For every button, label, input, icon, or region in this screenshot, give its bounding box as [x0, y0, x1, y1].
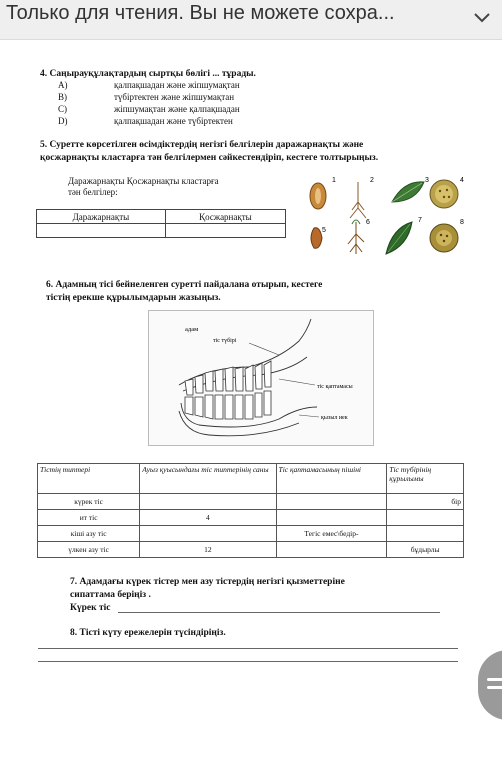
- img-number-3: 3: [425, 177, 429, 184]
- q8-answer-line-2[interactable]: [38, 661, 458, 662]
- teeth-figure: [148, 310, 374, 446]
- lower-teeth: [185, 391, 271, 419]
- q5-cell-dicot[interactable]: [165, 224, 285, 238]
- q6-row2-type: ит тіс: [38, 510, 140, 526]
- q6-question-line2: тістің ерекше құрылымдарын жазыңыз.: [46, 293, 221, 303]
- q4-option-c-text: жіпшумақтан және қалпақшадан: [114, 104, 240, 114]
- q6-row1-root[interactable]: бір: [387, 494, 464, 510]
- q7-answer-line[interactable]: [118, 612, 440, 613]
- img-number-5: 5: [322, 227, 326, 234]
- q5-header-dicot: Қосжарнақты: [165, 210, 285, 224]
- q6-header-crown: Тіс қаптамасының пішіні: [276, 464, 387, 494]
- q6-row4-root[interactable]: бұдырлы: [387, 542, 464, 558]
- q5-table: [36, 209, 286, 238]
- q4-option-a-letter: A): [58, 80, 68, 90]
- q8-answer-line-1[interactable]: [38, 648, 458, 649]
- menu-icon-bar: [487, 686, 502, 689]
- flower-icon: [430, 180, 458, 208]
- label-gum: тіс қаптамасы: [317, 384, 353, 390]
- q6-row1-crown[interactable]: [276, 494, 387, 510]
- q5-prompt-line2: тән белгілер:: [68, 187, 118, 197]
- q4-option-d-text: қалпақшадан және түбіртектен: [114, 116, 233, 126]
- q6-row1-count[interactable]: [140, 494, 276, 510]
- leaf-icon-2: [386, 222, 412, 254]
- seed-icon-2: [311, 228, 322, 249]
- img-number-2: 2: [370, 177, 374, 184]
- chevron-down-icon[interactable]: [470, 6, 494, 30]
- taproot-icon: [348, 220, 364, 254]
- seedling-icon: [350, 182, 366, 218]
- q4-option-d-letter: D): [58, 116, 68, 126]
- q6-header-root: Тіс түбірінің құрылымы: [387, 464, 464, 494]
- q6-row2-crown[interactable]: [276, 510, 387, 526]
- q6-row4-count[interactable]: 12: [140, 542, 276, 558]
- q4-option-b-letter: B): [58, 92, 67, 102]
- q6-row4-crown[interactable]: [276, 542, 387, 558]
- q6-header-count: Ауыз қуысындағы тіс типтерінің саны: [140, 464, 276, 494]
- label-root: тіс түбірі: [213, 338, 237, 344]
- q4-option-c-letter: C): [58, 104, 67, 114]
- label-human: адам: [185, 326, 199, 333]
- q7-label-incisor: Күрек тіс: [70, 603, 111, 613]
- q6-row4-type: үлкен азу тіс: [38, 542, 140, 558]
- q6-row3-crown[interactable]: Тегіс емес\бедір-: [276, 526, 387, 542]
- img-number-4: 4: [460, 177, 464, 184]
- menu-icon: [487, 678, 502, 681]
- q6-row3-count[interactable]: [140, 526, 276, 542]
- q4-option-b-text: түбіртектен және жіпшумақтан: [114, 92, 235, 102]
- plants-illustration: [296, 172, 472, 258]
- q5-question-line2: қосжарнақты кластарға тән белгілермен сәйкестендіріп, кестеге толтырыңыз.: [40, 153, 379, 163]
- q4-option-a-text: қалпақшадан және жіпшумақтан: [114, 80, 240, 90]
- q8-question: 8. Тісті күту ережелерін түсіндіріңіз.: [70, 628, 226, 638]
- q6-header-type: Тістің типтері: [38, 464, 140, 494]
- jaw-illustration: [149, 311, 373, 445]
- q4-question: 4. Саңырауқұлақтардың сыртқы бөлігі ... тұрады.: [40, 69, 256, 79]
- flower-icon-2: [430, 224, 458, 252]
- q5-question-line1: 5. Суретте көрсетілген өсімдіктердің негізгі белгілерін даражарнақты және: [40, 140, 364, 150]
- q6-table: [37, 463, 464, 558]
- q6-row2-count[interactable]: 4: [140, 510, 276, 526]
- q5-header-monocot: Даражарнақты: [37, 210, 166, 224]
- q6-row3-root[interactable]: [387, 526, 464, 542]
- q6-row3-type: кіші азу тіс: [38, 526, 140, 542]
- q6-row1-type: күрек тіс: [38, 494, 140, 510]
- q6-row2-root[interactable]: [387, 510, 464, 526]
- q6-question-line1: 6. Адамның тісі бейнеленген суретті пайдалана отырып, кестеге: [46, 280, 323, 290]
- q5-cell-monocot[interactable]: [37, 224, 166, 238]
- leaf-icon: [392, 182, 424, 202]
- q5-prompt-line1: Даражарнақты Қосжарнақты кластарға: [68, 176, 219, 186]
- img-number-6: 6: [366, 219, 370, 226]
- img-number-7: 7: [418, 217, 422, 224]
- upper-teeth: [185, 361, 271, 395]
- banner-title: Только для чтения. Вы не можете сохра...: [6, 2, 395, 24]
- seed-icon: [310, 183, 326, 209]
- label-jaw: қызыл иек: [321, 415, 348, 421]
- img-number-8: 8: [460, 219, 464, 226]
- q7-question-line1: 7. Адамдағы күрек тістер мен азу тістердің негізгі қызметтеріне: [70, 577, 345, 587]
- q7-question-line2: сипаттама беріңіз .: [70, 590, 151, 600]
- readonly-banner: [0, 0, 502, 40]
- img-number-1: 1: [332, 177, 336, 184]
